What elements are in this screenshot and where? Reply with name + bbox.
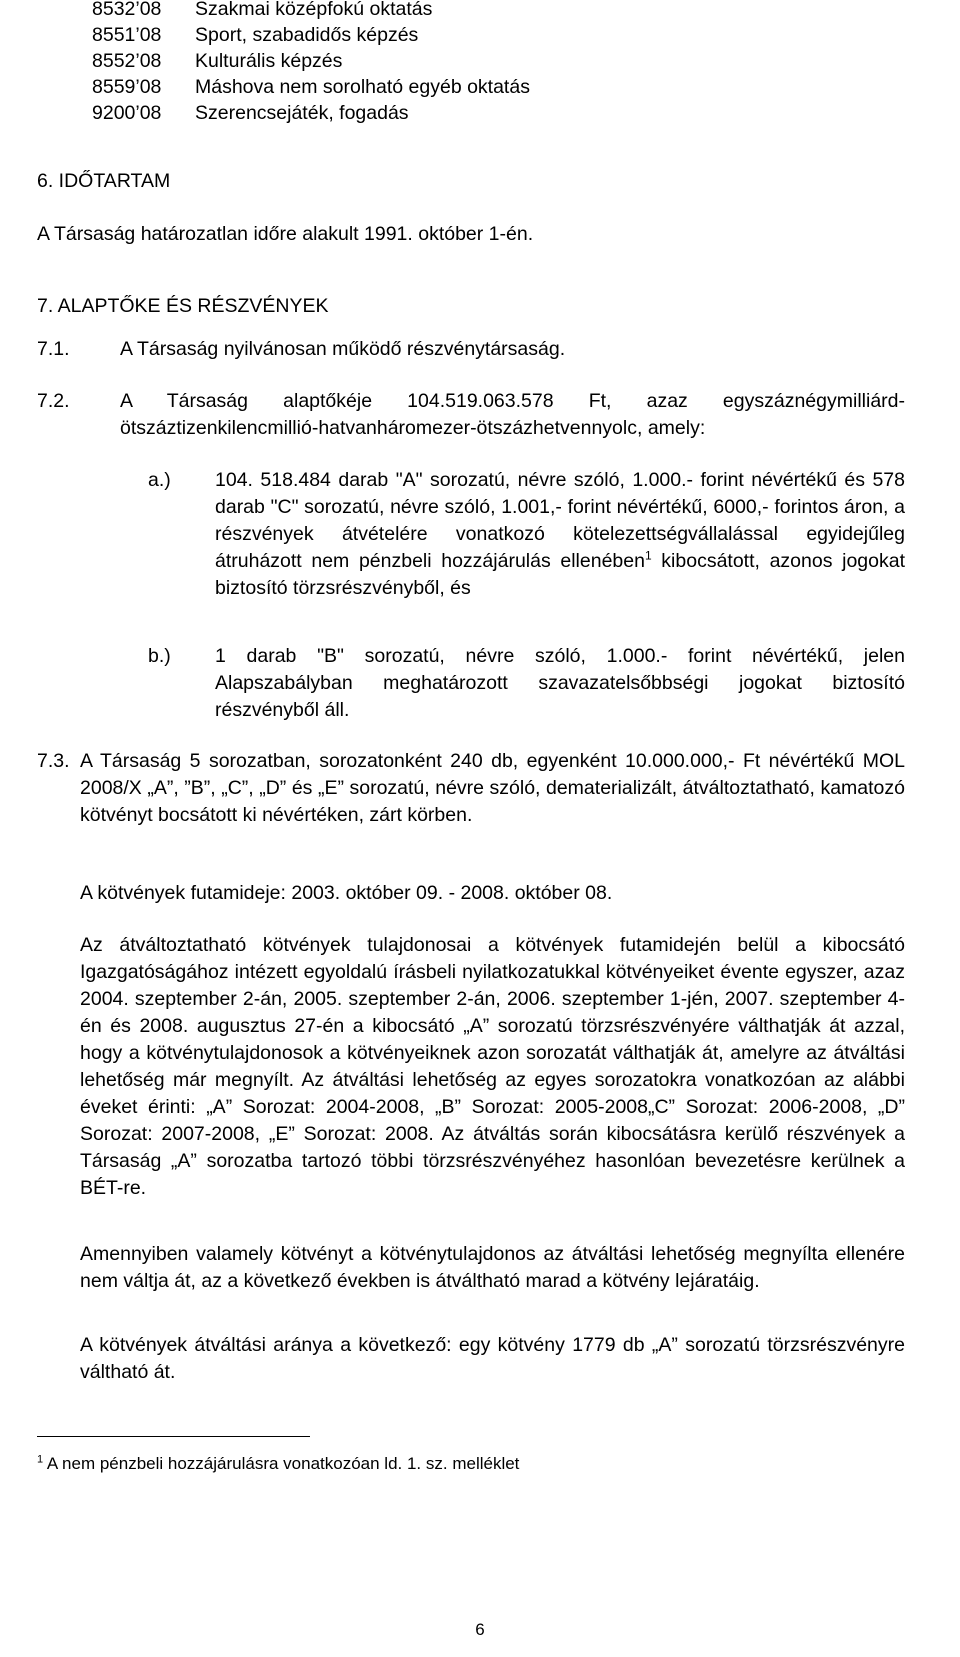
section-7-1-text: A Társaság nyilvánosan működő részvénytársaság.: [120, 338, 566, 360]
activity-row: [92, 0, 532, 22]
activity-code: 8532’08: [92, 0, 162, 20]
activity-label: Szerencsejáték, fogadás: [195, 102, 409, 124]
activity-row: [92, 74, 532, 100]
section-6-heading: 6. IDŐTARTAM: [37, 170, 171, 192]
activity-label: Szakmai középfokú oktatás: [195, 0, 433, 20]
section-6-text: A Társaság határozatlan időre alakult 1991. október 1-én.: [37, 223, 534, 245]
activity-row: [92, 48, 532, 74]
footnote: [37, 1453, 519, 1475]
item-b-text: 1 darab "B" sorozatú, névre szóló, 1.000.- forint névértékű, jelen Alapszabályban meghatározott szavazatelsőbbségi jogokat biztosító részvényből áll.: [215, 645, 905, 721]
section-7-heading: 7. ALAPTŐKE ÉS RÉSZVÉNYEK: [37, 295, 329, 317]
activity-code: 8559’08: [92, 76, 162, 98]
conversion-ratio-paragraph: A kötvények átváltási aránya a következő: egy kötvény 1779 db „A” sorozatú törzsrészvényre váltható át.: [80, 1334, 905, 1383]
activity-code: 8552’08: [92, 50, 162, 72]
section-7-3-text: [80, 748, 905, 829]
activity-row: [92, 22, 532, 48]
section-7-2-number: 7.2.: [37, 390, 70, 412]
footnote-reference: 1: [644, 548, 652, 563]
activity-code: 8551’08: [92, 24, 162, 46]
maturity-paragraph: A kötvények futamideje: 2003. október 09. - 2008. október 08.: [80, 882, 613, 904]
activity-code: 9200’08: [92, 102, 162, 124]
item-a-text: [215, 467, 905, 602]
activity-label: Máshova nem sorolható egyéb oktatás: [195, 76, 530, 98]
item-a-label: a.): [148, 469, 171, 491]
activity-label: Kulturális képzés: [195, 50, 343, 72]
section-7-3-number: 7.3.: [37, 750, 70, 772]
activity-label: Sport, szabadidős képzés: [195, 24, 419, 46]
section-7-2-text: A Társaság alaptőkéje 104.519.063.578 Ft, azaz egyszáznégymilliárd- ötszáztizenkilencmillió-hatvanháromezer-ötszázhetvennyolc, amely:: [120, 390, 905, 439]
unconverted-paragraph: Amennyiben valamely kötvényt a kötvénytulajdonos az átváltási lehetőség megnyílta ellenére nem váltja át, az a következő években is átváltható marad a kötvény lejáratáig.: [80, 1243, 905, 1292]
page-number: 6: [475, 1620, 485, 1639]
item-a-text-part1: 104. 518.484 darab "A" sorozatú, névre szóló, 1.000.- forint névértékű és 578 darab "C" sorozatú, névre szóló, 1.001,- forint névértékű, 6000,- forintos áron, a részvények átvételére vonatkozó kötelezettségvállalással egyidejűleg átruházott nem pénzbeli hozzájárulás ellenében: [215, 469, 905, 572]
activity-row: [92, 100, 532, 126]
item-b-label: b.): [148, 645, 171, 667]
footnote-marker: 1: [37, 1453, 44, 1466]
section-7-3-body: A Társaság 5 sorozatban, sorozatonként 240 db, egyenként 10.000.000,- Ft névértékű MOL 2008/X „A”, ”B”, „C”, „D” és „E” sorozatú, névre szóló, dematerializált, átváltoztatható, kamatozó kötvényt bocsátott ki névértéken, zárt körben.: [80, 750, 905, 826]
conversion-paragraph: Az átváltoztatható kötvények tulajdonosai a kötvények futamidején belül a kibocsátó Igazgatóságához intézett egyoldalú írásbeli nyilatkozatukkal kötvényeiket évente egyszer, azaz 2004. szeptember 2-án, 2005. szeptember 2-án, 2006. szeptember 1-jén, 2007. szeptember 4-én és 2008. augusztus 27-én a kibocsátó „A” sorozatú törzsrészvényére válthatják át azzal, hogy a kötvénytulajdonosok a kötvényeiknek azon sorozatát válthatják át, amelyre az átváltási lehetőség már megnyílt. Az átváltási lehetőség az egyes sorozatokra vonatkozóan az alábbi éveket érinti: „A” Sorozat: 2004-2008, „B” Sorozat: 2005-2008„C” Sorozat: 2006-2008, „D” Sorozat: 2007-2008, „E” Sorozat: 2008. Az átváltás során kibocsátásra kerülő részvények a Társaság „A” sorozatba tartozó többi törzsrészvényéhez hasonlóan bevezetésre kerülnek a BÉT-re.: [80, 934, 905, 1199]
section-7-1-number: 7.1.: [37, 338, 70, 360]
footnote-text: A nem pénzbeli hozzájárulásra vonatkozóan ld. 1. sz. melléklet: [46, 1454, 520, 1473]
footnote-separator: [37, 1436, 310, 1437]
item-a-text-part2: kibocsátott, azonos jogokat biztosító törzsrészvényből, és: [215, 550, 905, 599]
activity-list: [92, 0, 532, 126]
